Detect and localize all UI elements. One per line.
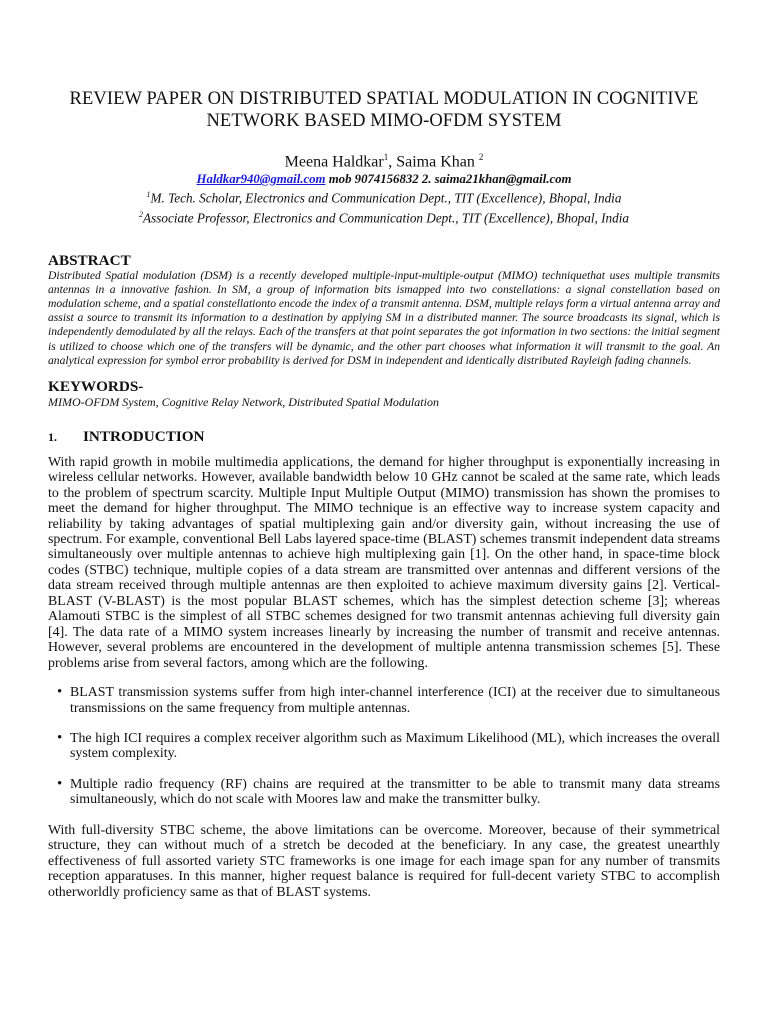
author-name: Saima Khan (396, 153, 479, 171)
intro-paragraph-1: With rapid growth in mobile multimedia applications, the demand for higher throughput is exponentially increasing in wireless cellular networks. However, available bandwidth below 10 GHz cannot be scaled at the same rate, which leads to the problem of spectrum scarcity. Multiple Input Multiple Output (MIMO) transmission has shown the promises to meet the demand for higher throughput. The MIMO technique is an effective way to increase system capacity and reliability by taking advantages of spatial multiplexing gain and/or diversity gain, without increasing the use of spectrum. For example, conventional Bell Labs layered space-time (BLAST) schemes transmit independent data streams simultaneously over multiple antennas to achieve high multiplexing gain [1]. On the other hand, in space-time block codes (STBC) technique, multiple copies of a data stream are transmitted over antennas and different versions of the data stream received through multiple antennas are then exploited to achieve maximum diversity gains [2]. Vertical-BLAST (V-BLAST) is the most popular BLAST schemes, which has the simplest detection scheme [3]; whereas Alamouti STBC is the simplest of all STBC schemes designed for two transmit antennas achieving full diversity gain [4]. The data rate of a MIMO system increases linearly by increasing the number of transmit and receive antennas. However, several problems are encountered in the development of multiple antenna transmission schemes [5]. These problems arise from several factors, among which are the following. (48, 454, 720, 671)
bullet-item: • The high ICI requires a complex receiver algorithm such as Maximum Likelihood (ML), which increases the overall system complexity. (48, 731, 720, 762)
contact-line (48, 172, 720, 187)
author-superscript: 2 (478, 152, 484, 162)
keywords-heading: KEYWORDS- (48, 377, 144, 395)
intro-paragraph-2: With full-diversity STBC scheme, the above limitations can be overcome. Moreover, because of their symmetrical structure, they can without much of a stretch be decoded at the beneficiary. In any case, the greatest unearthly effectiveness of full assorted variety STC frameworks is one image for each image span for any number of transmits reception apparatuses. In this manner, higher request balance is required for full-decent variety STBC to accomplish otherworldly proficiency same as that of BLAST systems. (48, 822, 720, 900)
contact-details: mob 9074156832 2. saima21khan@gmail.com (325, 172, 572, 187)
author-superscript: 1 (383, 152, 389, 162)
section-title: INTRODUCTION (83, 427, 205, 445)
bullet-item: • Multiple radio frequency (RF) chains are required at the transmitter to be able to transmit many data streams simultaneously, which do not scale with Moores law and make the transmitter bulky. (48, 777, 720, 808)
affiliation-superscript: 1 (146, 190, 151, 200)
author-name: Meena Haldkar (284, 153, 384, 171)
abstract-text: Distributed Spatial modulation (DSM) is a recently developed multiple-input-multiple-output (MIMO) techniquethat uses multiple transmits antennas in a innovative fashion. In SM, a group of information bits ismapped into two constellations: a signal constellation based on modulation scheme, and a spatial constellationto encode the index of a transmit antenna. DSM, multiple relays form a virtual antenna array and assist a source to transmit its information to a destination by applying SM in a distributed manner. The source broadcasts its signal, which is independently demodulated by all the relays. Each of the transfers at that point separates the got information in two sections: the initial segment is utilized to choose which one of the transfers will be dynamic, and the other part chooses what information it will transmit to the goal. An analytical expression for symbol error probability is derived for DSM in independent and identically distributed Rayleigh fading channels. (48, 269, 720, 367)
keywords-text: MIMO-OFDM System, Cognitive Relay Network, Distributed Spatial Modulation (48, 394, 439, 409)
abstract-heading: ABSTRACT (48, 252, 131, 270)
author-separator: , (388, 153, 397, 171)
affiliation-superscript: 2 (139, 209, 144, 219)
affiliation-2 (48, 207, 720, 226)
paper-title: REVIEW PAPER ON DISTRIBUTED SPATIAL MODULATION IN COGNITIVE NETWORK BASED MIMO-OFDM SYSTEM (69, 89, 699, 131)
section-number: 1. (48, 429, 57, 444)
bullet-item: • BLAST transmission systems suffer from high inter-channel interference (ICI) at the receiver due to simultaneous transmissions on the same frequency from multiple antennas. (48, 685, 720, 716)
bullet-list (48, 685, 720, 808)
affiliation-1 (48, 187, 720, 206)
author-line (48, 147, 720, 172)
email-link[interactable]: Haldkar940@gmail.com (196, 172, 326, 187)
introduction-heading (48, 428, 720, 446)
paper-page (48, 0, 720, 900)
affiliation-text: M. Tech. Scholar, Electronics and Communication Dept., TIT (Excellence), Bhopal, India (150, 190, 622, 206)
affiliation-text: Associate Professor, Electronics and Communication Dept., TIT (Excellence), Bhopal, India (143, 210, 629, 226)
